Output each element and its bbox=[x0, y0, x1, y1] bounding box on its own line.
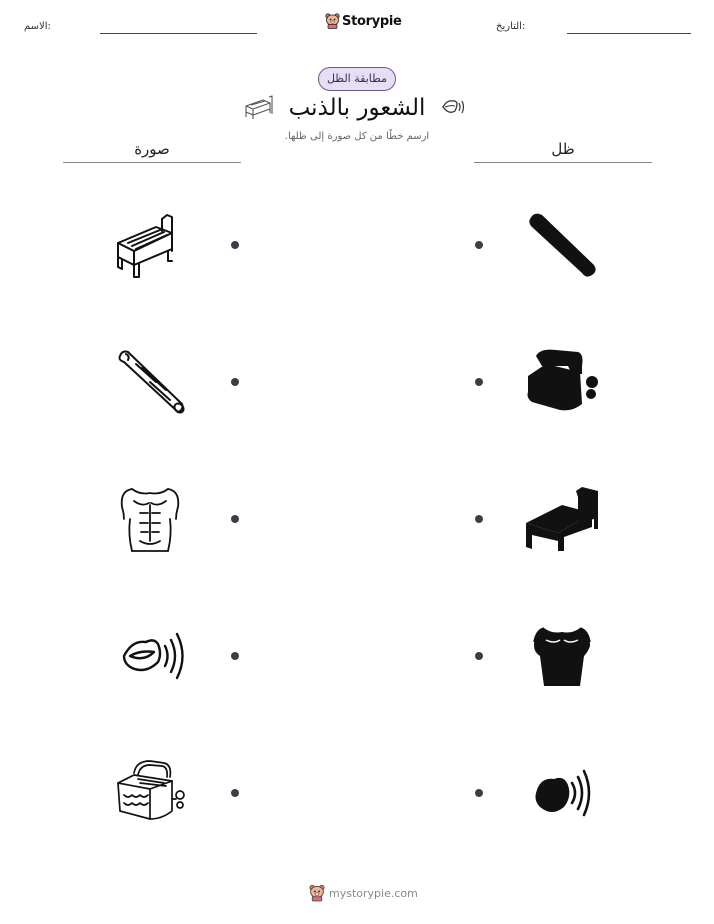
shadow-column-rule bbox=[474, 162, 652, 163]
brand-logo bbox=[325, 13, 402, 29]
bed-shadow-icon bbox=[522, 479, 602, 559]
music-box-shadow-icon bbox=[522, 342, 602, 422]
chest-icon bbox=[110, 479, 190, 559]
date-field[interactable] bbox=[567, 33, 691, 34]
shadow-connect-dot[interactable] bbox=[475, 652, 483, 660]
mouth-speaking-shadow-icon bbox=[522, 753, 602, 833]
picture-connect-dot[interactable] bbox=[231, 241, 239, 249]
picture-connect-dot[interactable] bbox=[231, 789, 239, 797]
bed-title-icon bbox=[243, 93, 275, 121]
picture-column-heading: صورة bbox=[134, 140, 170, 158]
speaker-mouth-icon bbox=[441, 97, 467, 117]
name-label: الاسم: bbox=[24, 21, 51, 32]
shadow-connect-dot[interactable] bbox=[475, 241, 483, 249]
bed-icon bbox=[110, 205, 190, 285]
music-box-icon bbox=[110, 753, 190, 833]
shadow-column-heading: ظل bbox=[551, 140, 575, 158]
brand-name: Storypie bbox=[342, 13, 402, 29]
worksheet-instruction: ارسم خطًا من كل صورة إلى ظلها. bbox=[284, 131, 430, 142]
mouth-speaking-icon bbox=[110, 616, 190, 696]
shadow-connect-dot[interactable] bbox=[475, 378, 483, 386]
footer-site-link[interactable]: mystorypie.com bbox=[329, 886, 418, 900]
chest-shadow-icon bbox=[522, 616, 602, 696]
shadow-connect-dot[interactable] bbox=[475, 515, 483, 523]
bear-mascot-footer-icon bbox=[309, 884, 325, 902]
worksheet-title: الشعور بالذنب bbox=[288, 95, 426, 121]
picture-connect-dot[interactable] bbox=[231, 378, 239, 386]
bear-mascot-icon bbox=[325, 13, 340, 29]
picture-column-rule bbox=[63, 162, 241, 163]
picture-connect-dot[interactable] bbox=[231, 652, 239, 660]
stick-icon bbox=[110, 342, 190, 422]
stick-shadow-icon bbox=[522, 205, 602, 285]
worksheet-type-badge: مطابقة الظل bbox=[318, 67, 396, 91]
shadow-connect-dot[interactable] bbox=[475, 789, 483, 797]
date-label: التاريخ: bbox=[496, 21, 526, 32]
footer bbox=[309, 884, 418, 902]
picture-connect-dot[interactable] bbox=[231, 515, 239, 523]
name-field[interactable] bbox=[100, 33, 257, 34]
